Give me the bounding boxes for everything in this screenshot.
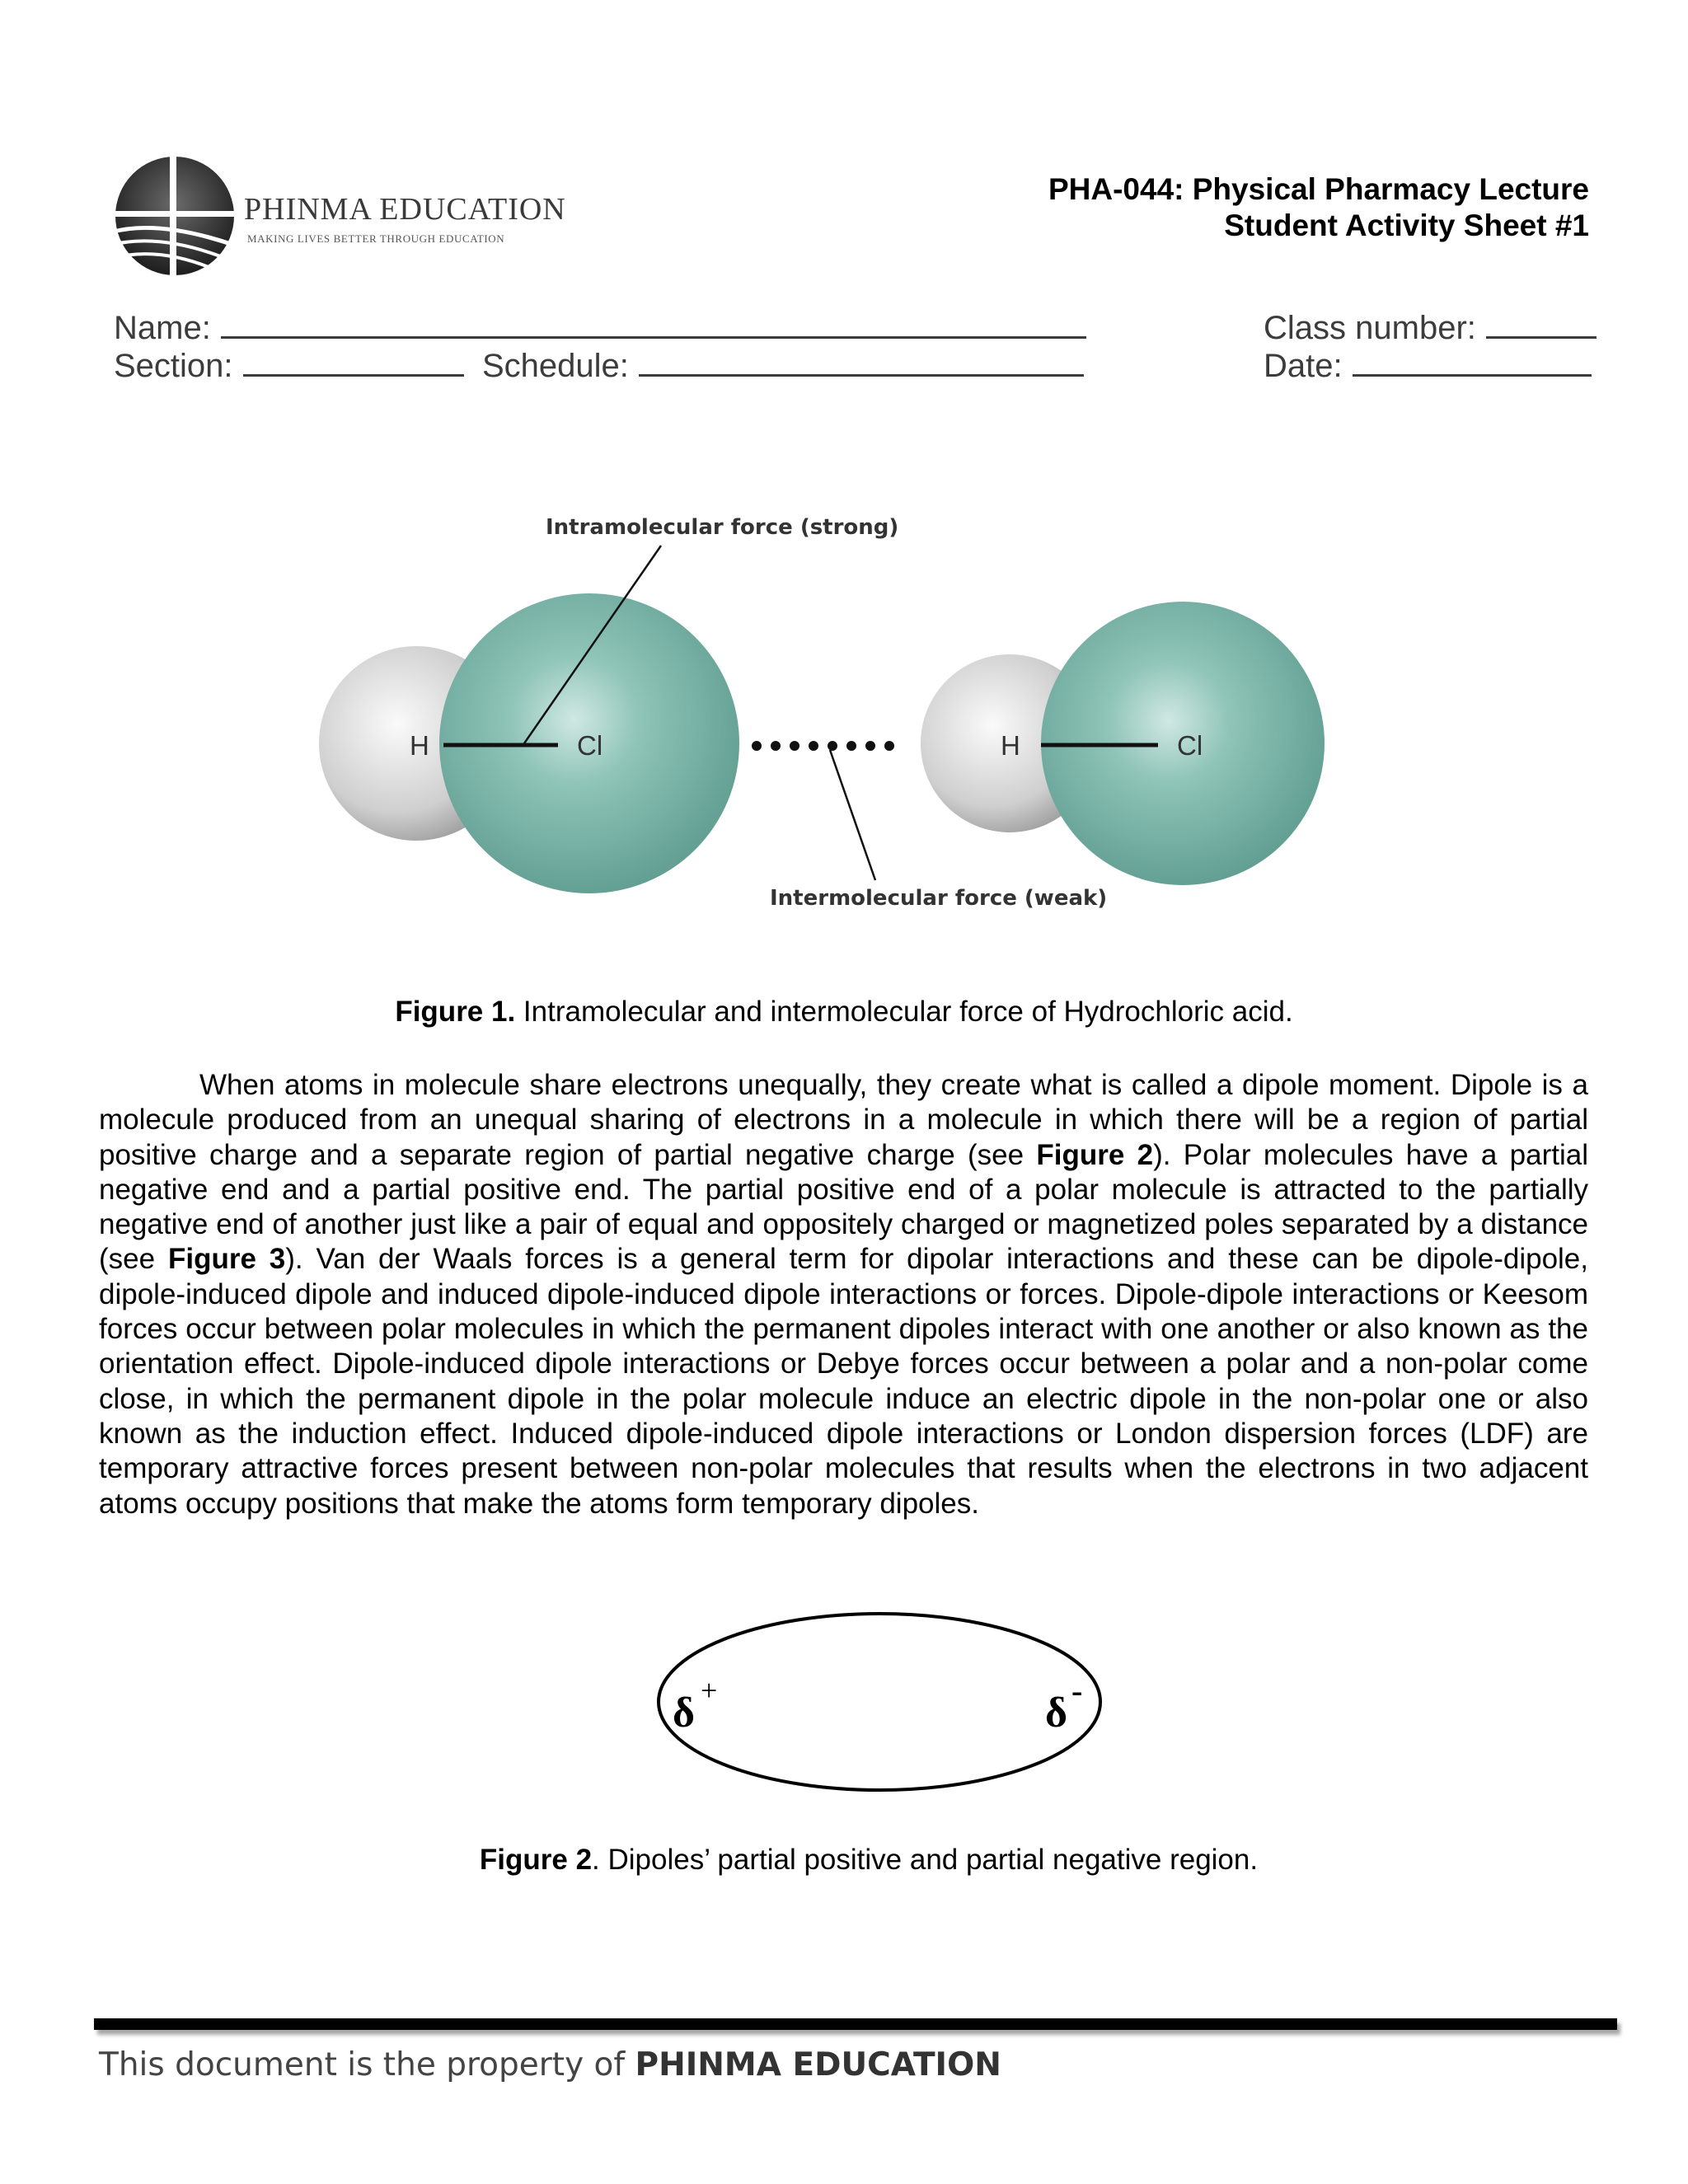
section-field-row [114,344,464,385]
delta-negative: δ [1045,1690,1067,1736]
name-label: Name: [114,310,211,346]
sheet-title: Student Activity Sheet #1 [1224,209,1589,242]
figure-1-caption [0,996,1688,1029]
molecule2-cl-label: Cl [1177,730,1203,761]
name-blank[interactable] [221,307,1086,339]
figure-1-caption-label: Figure 1. [395,996,516,1028]
class-number-label: Class number: [1264,310,1476,346]
section-blank[interactable] [243,344,464,377]
molecule2-h-label: H [1001,730,1020,761]
intermolecular-leader-line [830,750,875,880]
date-field-row [1264,344,1592,385]
footer-text [99,2046,1001,2083]
figure-1-caption-text: Intramolecular and intermolecular force of Hydrochloric acid. [515,996,1293,1028]
intramolecular-label: Intramolecular force (strong) [546,515,899,540]
body-paragraph [99,1068,1588,1521]
class-number-field-row [1264,307,1597,347]
logo-tagline: MAKING LIVES BETTER THROUGH EDUCATION [247,232,505,245]
negative-sign: - [1071,1672,1083,1709]
molecule1-cl-label: Cl [577,730,603,761]
course-header [1048,171,1589,244]
logo-mark-icon [107,153,239,285]
schedule-label: Schedule: [482,348,629,384]
body-text-part-3: ). Van der Waals forces is a general term for dipolar interactions and these can be dipole-dipole, dipole-induced dipole and induced dipole-induced dipole interactions or forces. Dipole-dipole interactions or Keesom forces occur between polar molecules in which the permanent dipoles interact with one another or also known as the orientation effect. Dipole-induced dipole interactions or Debye forces occur between a polar and a non-polar come close, in which the permanent dipole in the polar molecule induce an electric dipole in the non-polar one or also known as the induction effect. Induced dipole-induced dipole interactions or London dispersion forces (LDF) are temporary attractive forces present between non-polar molecules that results when the electrons in two adjacent atoms occupy positions that make the atoms form temporary dipoles. [99,1243,1589,1520]
footer-rule [94,2018,1617,2030]
figure-2-caption-label: Figure 2 [479,1844,593,1876]
intermolecular-dots [752,741,894,751]
intermolecular-label: Intermolecular force (weak) [770,886,1108,911]
class-number-blank[interactable] [1486,307,1597,339]
body-text-part-1: When atoms in molecule share electrons unequally, they create what is called a dipole moment. Dipole is a molecule produced from an unequal sharing of electrons in a molecule in which there will be a region of partial positive charge and a separate region of partial negative charge (see [99,1069,1588,1171]
body-text-part-2: ). Polar molecules have a partial negative end and a partial positive end. The partial positive end of a polar molecule is attracted to the partially negative end of another just like a pair of equal and oppositely charged or magnetized poles separated by a distance (see [99,1138,1589,1276]
figure-2-caption-text: . Dipoles’ partial positive and partial negative region. [592,1844,1259,1876]
schedule-blank[interactable] [639,344,1084,377]
footer-statement: This document is the property of [99,2046,635,2083]
date-label: Date: [1264,348,1343,384]
logo-name: PHINMA EDUCATION [244,192,566,227]
figure-2-reference: Figure 2 [1036,1138,1154,1171]
phinma-logo [107,153,566,293]
name-field-row [114,307,1086,347]
delta-positive: δ [673,1690,695,1736]
section-label: Section: [114,348,233,384]
course-title: PHA-044: Physical Pharmacy Lecture [1048,172,1589,206]
molecule1-h-label: H [410,730,429,761]
figure-2-caption [25,1844,1688,1877]
figure-1-hcl-diagram [305,511,1376,923]
date-blank[interactable] [1353,344,1592,377]
positive-sign: + [701,1674,718,1707]
figure-2-dipole-diagram [643,1603,1104,1801]
dipole-ellipse [659,1614,1100,1790]
schedule-field-row [482,344,1084,385]
figure-3-reference: Figure 3 [167,1243,286,1276]
footer-owner: PHINMA EDUCATION [635,2046,1001,2083]
